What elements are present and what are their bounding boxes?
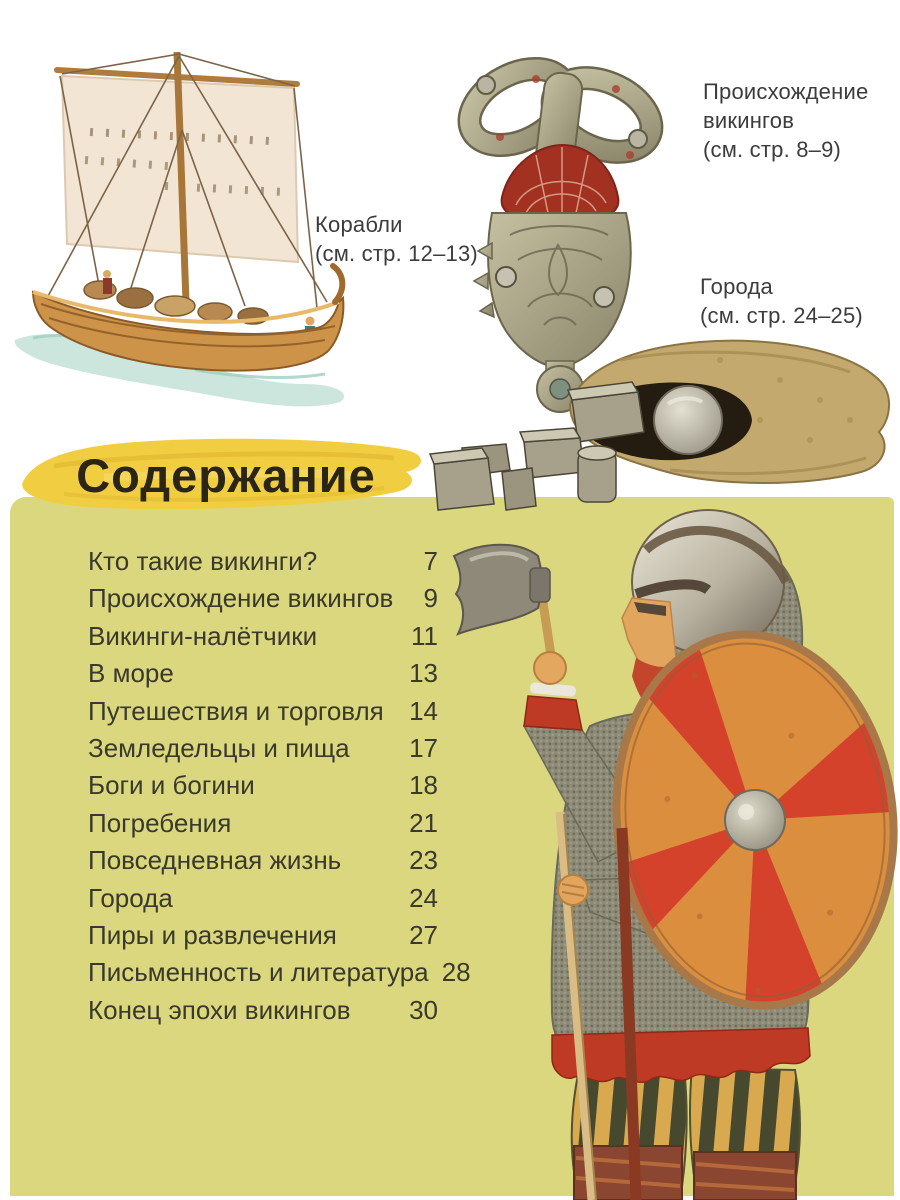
toc-entry — [88, 995, 438, 1032]
toc-list — [88, 546, 471, 1032]
viking-ship-illustration — [5, 40, 355, 410]
toc-entry-page-number: 14 — [409, 695, 438, 726]
toc-entry — [88, 808, 438, 845]
toc-entry-label: В море — [88, 658, 174, 689]
origin-caption-line: Происхождение — [703, 79, 869, 104]
origin-caption-pages: (см. стр. 8–9) — [703, 137, 842, 162]
page-title: Содержание — [76, 449, 376, 502]
silver-lump — [654, 386, 722, 454]
toc-entry-label: Боги и богини — [88, 770, 255, 801]
toc-entry — [88, 957, 471, 994]
toc-entry-page-number: 30 — [409, 994, 438, 1025]
toc-entry-page-number: 21 — [409, 807, 438, 838]
toc-entry-page-number: 11 — [411, 620, 438, 651]
left-hand — [558, 875, 588, 905]
stern-post — [333, 266, 342, 302]
toc-entry-page-number: 28 — [441, 957, 471, 988]
toc-entry — [88, 696, 438, 733]
toc-entry-page-number: 13 — [409, 658, 438, 689]
toc-entry — [88, 883, 438, 920]
toc-entry-page-number: 27 — [409, 919, 438, 950]
toc-entry-page-number: 18 — [409, 770, 438, 801]
axe-head — [454, 545, 550, 634]
ships-caption — [315, 210, 478, 268]
toc-entry-label: Погребения — [88, 807, 232, 838]
fist — [534, 652, 566, 684]
toc-entry-page-number: 9 — [423, 583, 438, 614]
toc-entry — [88, 770, 438, 807]
toc-entry — [88, 920, 438, 957]
toc-entry-page-number: 7 — [423, 546, 438, 576]
toc-entry-page-number: 17 — [409, 732, 438, 763]
red-cuff — [524, 696, 582, 730]
toc-entry-label: Путешествия и торговля — [88, 695, 384, 726]
toc-entry — [88, 546, 438, 583]
toc-entry-label: Повседневная жизнь — [88, 845, 342, 876]
origin-caption-line: викингов — [703, 108, 795, 133]
title-banner — [14, 426, 438, 526]
toc-entry — [88, 583, 438, 620]
toc-entry — [88, 621, 438, 658]
cities-caption-line: Города — [700, 274, 773, 299]
toc-entry-label: Конец эпохи викингов — [88, 994, 351, 1025]
ships-caption-line: Корабли — [315, 212, 403, 237]
toc-entry-page-number: 23 — [409, 845, 438, 876]
toc-entry-label: Пиры и развлечения — [88, 919, 337, 950]
toc-entry-label: Земледельцы и пища — [88, 732, 350, 763]
viking-warrior-illustration — [440, 490, 900, 1200]
toc-entry — [88, 733, 438, 770]
toc-entry-label: Города — [88, 882, 173, 913]
cities-caption-pages: (см. стр. 24–25) — [700, 303, 863, 328]
toc-entry-label: Происхождение викингов — [88, 583, 394, 614]
origin-caption — [703, 77, 868, 164]
striped-trousers — [572, 1065, 800, 1200]
toc-entry-label: Кто такие викинги? — [88, 546, 318, 576]
cities-caption — [700, 272, 863, 330]
toc-entry — [88, 845, 438, 882]
toc-entry-label: Письменность и литература — [88, 957, 429, 988]
toc-entry — [88, 658, 438, 695]
toc-entry-label: Викинги-налётчики — [88, 620, 318, 651]
ships-caption-pages: (см. стр. 12–13) — [315, 241, 478, 266]
toc-entry-page-number: 24 — [409, 882, 438, 913]
